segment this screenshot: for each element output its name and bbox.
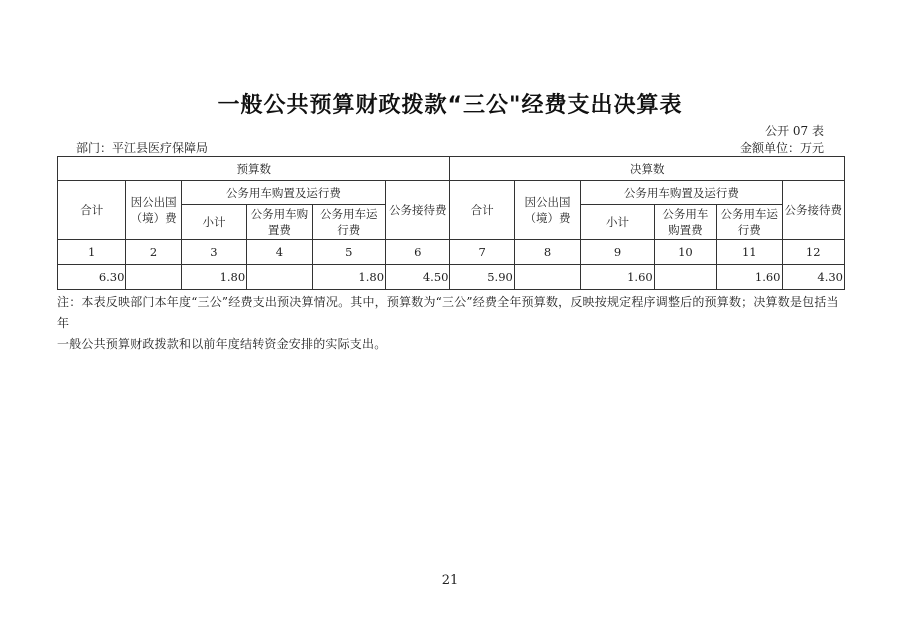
note-line-2: 一般公共预算财政拨款和以前年度结转资金安排的实际支出。 [57, 337, 387, 351]
form-number: 公开 07 表 [765, 124, 824, 138]
budget-reception-header: 公务接待费 [386, 181, 450, 240]
final-subtotal-header: 小计 [581, 205, 654, 240]
column-number: 9 [581, 240, 654, 265]
final-group-header: 决算数 [450, 157, 845, 181]
column-number: 11 [717, 240, 782, 265]
column-number: 10 [654, 240, 716, 265]
budget-reception-value: 4.50 [386, 265, 450, 290]
three-public-expense-table [57, 156, 845, 290]
final-vehicle-operation-header: 公务用车运行费 [717, 205, 782, 240]
budget-vehicle-header: 公务用车购置及运行费 [181, 181, 385, 205]
budget-vehicle-purchase-header: 公务用车购置费 [247, 205, 312, 240]
final-total-value: 5.90 [450, 265, 514, 290]
budget-vehicle-operation-header: 公务用车运行费 [312, 205, 385, 240]
budget-vehicle-operation-value: 1.80 [312, 265, 385, 290]
column-number: 4 [247, 240, 312, 265]
note-line-1: 注：本表反映部门本年度“三公”经费支出预决算情况。其中，预算数为“三公”经费全年预算数，反映按规定程序调整后的预算数；决算数是包括当年 [57, 295, 839, 330]
budget-subtotal-header: 小计 [181, 205, 246, 240]
column-number: 8 [514, 240, 580, 265]
final-vehicle-purchase-value [654, 265, 716, 290]
final-vehicle-header: 公务用车购置及运行费 [581, 181, 782, 205]
column-number: 6 [386, 240, 450, 265]
final-vehicle-operation-value: 1.60 [717, 265, 782, 290]
page-title: 一般公共预算财政拨款“三公"经费支出决算表 [217, 93, 683, 118]
column-number: 3 [181, 240, 246, 265]
final-reception-header: 公务接待费 [782, 181, 845, 240]
column-number: 12 [782, 240, 845, 265]
budget-group-header: 预算数 [58, 157, 450, 181]
column-number: 5 [312, 240, 385, 265]
amount-unit-label: 金额单位：万元 [739, 141, 824, 155]
final-vehicle-purchase-header: 公务用车购置费 [654, 205, 716, 240]
final-reception-value: 4.30 [782, 265, 845, 290]
budget-total-header: 合计 [58, 181, 126, 240]
page-number: 21 [441, 573, 459, 588]
column-number: 1 [58, 240, 126, 265]
final-abroad-value [514, 265, 580, 290]
column-number: 7 [450, 240, 514, 265]
final-subtotal-value: 1.60 [581, 265, 654, 290]
budget-abroad-header: 因公出国（境）费 [126, 181, 181, 240]
table-row [58, 265, 845, 290]
budget-vehicle-purchase-value [247, 265, 312, 290]
column-number: 2 [126, 240, 181, 265]
budget-total-value: 6.30 [58, 265, 126, 290]
final-abroad-header: 因公出国（境）费 [514, 181, 580, 240]
table-note [57, 292, 847, 355]
department-label: 部门：平江县医疗保障局 [76, 141, 209, 155]
budget-abroad-value [126, 265, 181, 290]
final-total-header: 合计 [450, 181, 514, 240]
budget-subtotal-value: 1.80 [181, 265, 246, 290]
